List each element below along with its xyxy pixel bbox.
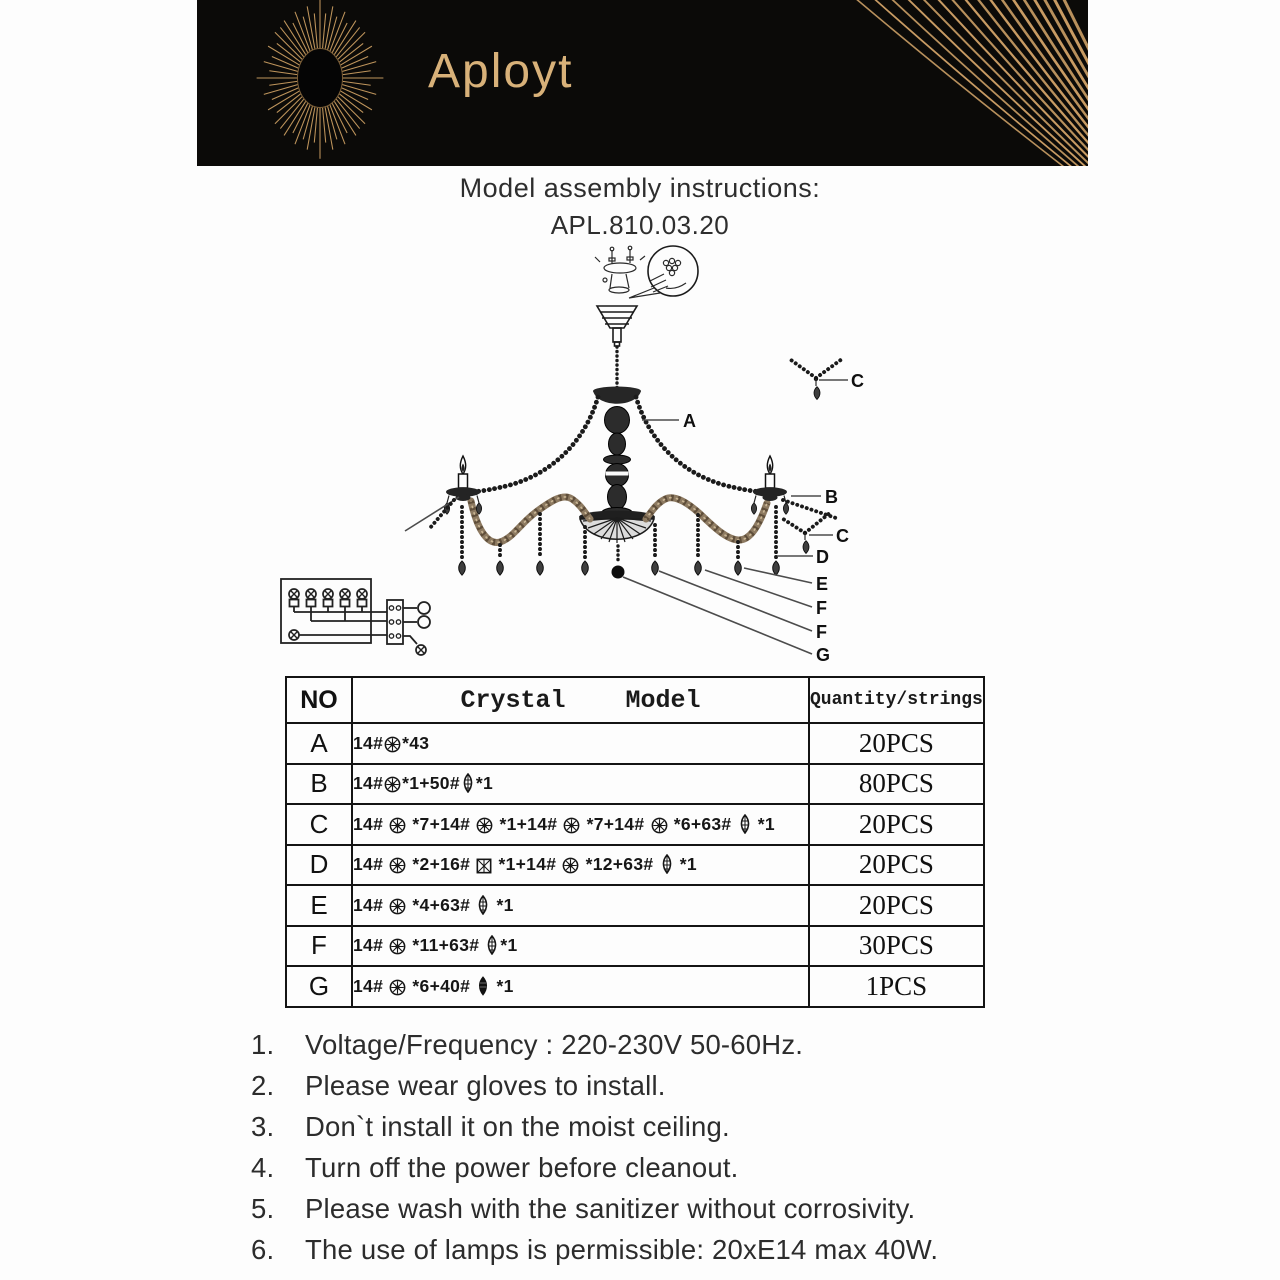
quantity-value: 20PCS	[809, 845, 984, 886]
round-bead-icon	[389, 857, 406, 874]
header-no: NO	[286, 677, 352, 723]
crystal-formula: 14# *1+50# *1	[352, 764, 809, 805]
instruction-list	[251, 1024, 1081, 1270]
teardrop-crystal-icon	[660, 854, 674, 874]
teardrop-crystal-icon	[476, 895, 490, 915]
page-title: Model assembly instructions:	[459, 173, 821, 203]
label-d: D	[816, 547, 829, 567]
instruction-number: 2.	[251, 1070, 275, 1101]
instruction-text: Voltage/Frequency : 220-230V 50-60Hz.	[305, 1029, 804, 1060]
ceiling-canopy	[597, 306, 637, 346]
brand-banner	[197, 0, 1088, 166]
label-b: B	[825, 487, 838, 507]
teardrop-crystal-icon	[485, 935, 499, 955]
table-row	[286, 926, 984, 967]
round-bead-icon	[476, 817, 493, 834]
round-bead-icon	[651, 817, 668, 834]
table-row	[286, 845, 984, 886]
crystal-cluster-sketch	[663, 258, 680, 275]
crystal-formula: 14# *6+40# *1	[352, 966, 809, 1007]
instruction-item	[251, 1229, 1081, 1270]
row-letter: G	[286, 966, 352, 1007]
table-row	[286, 885, 984, 926]
round-bead-icon	[384, 736, 401, 753]
row-letter: B	[286, 764, 352, 805]
quantity-value: 20PCS	[809, 804, 984, 845]
row-letter: F	[286, 926, 352, 967]
row-letter: D	[286, 845, 352, 886]
square-crystal-icon	[476, 858, 492, 874]
crystal-parts-table	[285, 676, 985, 1008]
teardrop-crystal-icon	[738, 814, 752, 834]
quantity-value: 80PCS	[809, 764, 984, 805]
quantity-value: 1PCS	[809, 966, 984, 1007]
label-c-right: C	[836, 526, 849, 546]
round-bead-icon	[389, 938, 406, 955]
header-quantity: Quantity/strings	[809, 677, 984, 723]
logo-center-oval	[298, 49, 343, 108]
table-row	[286, 804, 984, 845]
brand-name: Aployt	[428, 45, 574, 98]
quantity-value: 30PCS	[809, 926, 984, 967]
terminal-block-contacts	[389, 606, 400, 638]
instruction-item	[251, 1147, 1081, 1188]
instruction-number: 1.	[251, 1029, 275, 1060]
round-bead-icon	[563, 817, 580, 834]
round-bead-icon	[389, 979, 406, 996]
header-crystal-model: Crystal Model	[352, 677, 809, 723]
mounting-hardware-sketch	[595, 246, 645, 293]
instruction-item	[251, 1188, 1081, 1229]
model-number: APL.810.03.20	[550, 210, 730, 240]
label-g: G	[816, 645, 831, 665]
instruction-item	[251, 1106, 1081, 1147]
part-labels	[623, 371, 864, 665]
instruction-text: Please wear gloves to install.	[305, 1070, 666, 1101]
center-column	[602, 407, 633, 519]
round-bead-icon	[389, 898, 406, 915]
crystal-formula: 14# *4+63# *1	[352, 885, 809, 926]
instruction-text: The use of lamps is permissible: 20xE14 max 40W.	[305, 1234, 939, 1265]
top-bowl	[593, 387, 641, 404]
round-bead-icon	[389, 817, 406, 834]
instruction-number: 3.	[251, 1111, 275, 1142]
instruction-text: Turn off the power before cleanout.	[305, 1152, 739, 1183]
assembly-diagram	[240, 240, 940, 680]
instruction-item	[251, 1024, 1081, 1065]
instruction-number: 4.	[251, 1152, 275, 1183]
quantity-value: 20PCS	[809, 885, 984, 926]
instruction-number: 5.	[251, 1193, 275, 1224]
wiring-diagram	[281, 579, 430, 655]
table-header-row	[286, 677, 984, 723]
table-row	[286, 966, 984, 1007]
label-e: E	[816, 574, 829, 594]
crystal-formula: 14# *2+16# *1+14# *12+63# *1	[352, 845, 809, 886]
magnifier-detail	[629, 246, 698, 298]
label-f2: F	[816, 622, 827, 642]
row-letter: A	[286, 723, 352, 764]
crystal-formula: 14# *11+63# *1	[352, 926, 809, 967]
crystal-formula: 14# *43	[352, 723, 809, 764]
banner-art	[197, 0, 1088, 166]
center-ball-strand	[612, 546, 625, 579]
candle-arm-right	[751, 456, 788, 514]
teardrop-crystal-icon	[461, 773, 475, 793]
label-c-top: C	[851, 371, 864, 391]
round-bead-icon	[562, 857, 579, 874]
instruction-text: Please wash with the sanitizer without corrosivity.	[305, 1193, 916, 1224]
row-letter: E	[286, 885, 352, 926]
crystal-formula: 14# *7+14# *1+14# *7+14# *6+63# *1	[352, 804, 809, 845]
label-f1: F	[816, 598, 827, 618]
black-teardrop-icon	[476, 976, 490, 996]
round-bead-icon	[384, 776, 401, 793]
table-row	[286, 764, 984, 805]
label-a: A	[683, 411, 696, 431]
quantity-value: 20PCS	[809, 723, 984, 764]
instruction-text: Don`t install it on the moist ceiling.	[305, 1111, 730, 1142]
instruction-item	[251, 1065, 1081, 1106]
table-row	[286, 723, 984, 764]
row-letter: C	[286, 804, 352, 845]
instruction-number: 6.	[251, 1234, 275, 1265]
